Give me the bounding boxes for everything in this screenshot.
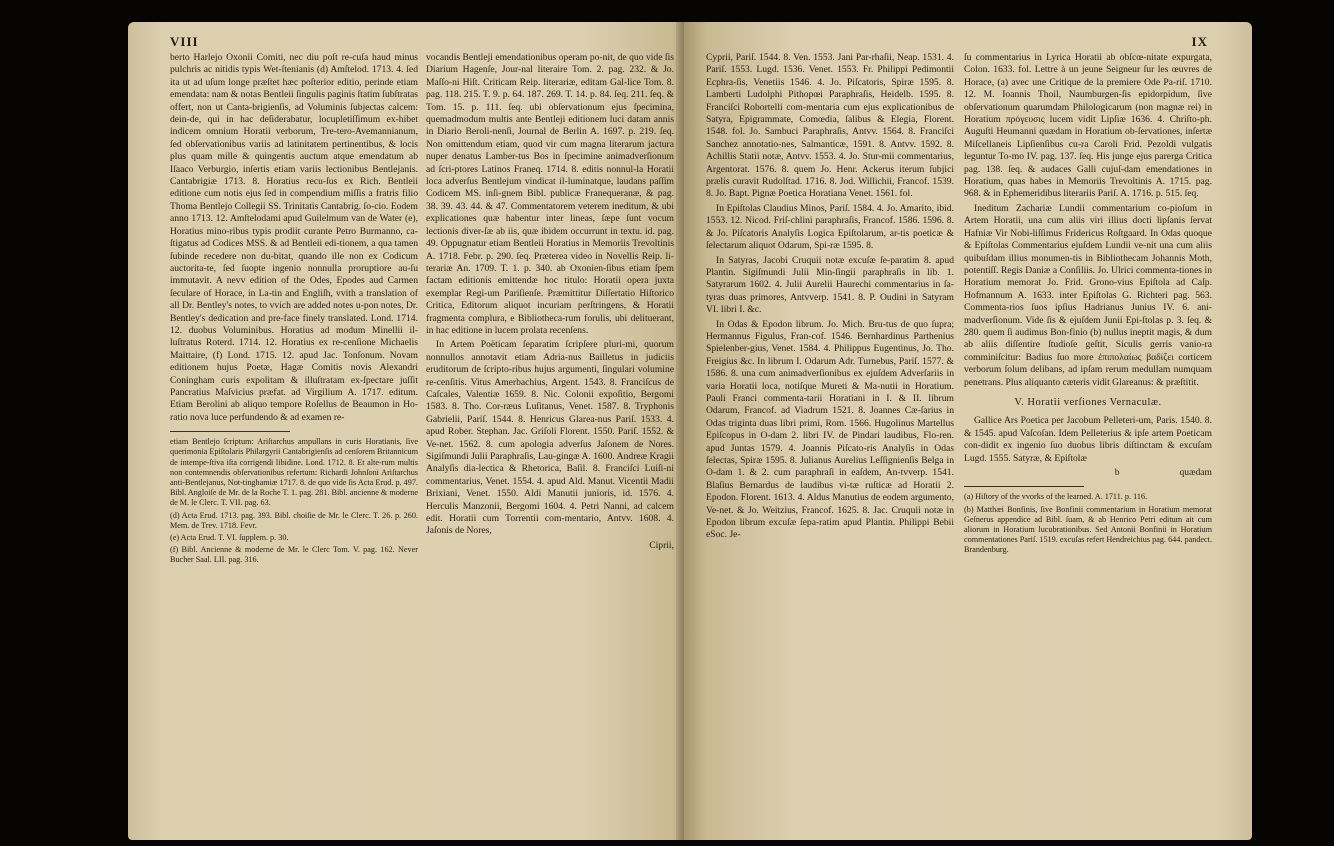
body-paragraph: In Epiſtolas Claudius Minos, Pariſ. 1584. 4. Jo. Amarito, ibid. 1553. 12. Nicod. Friſ-chlini paraphraſis, Francof. 1586. 1596. 8. & Jo. Piſcatoris Analyſis Logica Epiſtolarum, ar-tis poeticæ & ſelectarum aliquot Odarum, Spi-ræ 1595. 8. — [706, 202, 954, 252]
section-heading: V. Horatii verſiones Vernaculæ. — [1014, 396, 1162, 408]
signature-mark: b — [1114, 467, 1120, 478]
left-column-2 — [426, 52, 674, 554]
footnote: etiam Bentlejo ſcriptum: Ariſtarchus ampullans in curis Horatianis, ſive querimonia Epiſtolaris Philargyrii Cantabrigienſis ad cenſorem Britannicum de intempe-ſtiva iſta corrigendi libidine. Lond. 1712. 8. Et alte-rum multis non contemnendis obſervationibus refertum: Richardi Johnſoni Ariſtarchus anti-Bentlejanus, Not-tinghamiæ 1717. 8. de quo vide ſis Acta Erud. p. 497. Bibl. Angloiſe de Mr. de la Roche T. 1. pag. 281. Bibl. ancienne & moderne de M. le Clerc. T. VII. pag. 63. — [170, 437, 418, 508]
body-paragraph: ſu commentarius in Lyrica Horatii ab obſcœ-nitate expurgata, Colon. 1633. fol. Lettre à un jeune Seigneur ſur les œuvres de Horace, (a) avec une Critique de la premiere Ode Pa-riſ. 1710. 12. M. Ioannis Thoil, Naumburgen-ſis epidorpidum, ſive obſervationum quarumdam Philologicarum (non magnæ rei) in Horatium πρόγευσις lucem vidit Lipſiæ 1636. 4. Chriſto-ph. Auguſti Heumanni quædam in Horatium ob-ſervationes, inſertæ Miſcellaneis Lipſienſibus cu-ra Caroli Frid. Pezoldi vulgatis leguntur To-mo IV. pag. 137. ſeq. His junge ejus parerga Critica pag. 138. ſeq. & audaces Galli cujuſ-dam emendationes in Horatium, quas habes in Memoriis Trevoltinis A. 1715. pag. 968. & in Ephemeridibus literariis Pariſ. A. 1716. p. 515. ſeq. — [964, 52, 1212, 200]
footnote-rule — [964, 486, 1084, 487]
signature-line — [964, 467, 1212, 479]
left-column-1 — [170, 52, 418, 568]
body-paragraph: berto Harlejo Oxonii Comiti, nec diu poſt re-cuſa haud minus pulchris ac nitidis typis Wet-ſtenianis (d) Amſtelod. 1713. 4. ſed ita ut ad uſum longe præſtet hæc poſterior editio, perinde etiam emendata: nam & notas Bentleii ſingulis paginis ſtatim ſubſtratas offert, non ut Canta-brigienſis, ad Voluminis ſubjectas calcem: dein-de, qui in hac deſiderabatur, locupletiſſimum ex-hibet indicem omnium Horatii verborum, Tre-tero-Avemannianum, ſed obſervationibus variis ad latinitatem pertinentibus, & locis plus quam mille & quingentis auctum atque emendatum ab Iſaaco Verburgio, inſertis etiam variis lectionibus Bentlejanis. Cantabrigiæ 1713. 8. Horatius recu-ſus ex Rich. Bentleii editione cum notis ejus ſed in compendium miſſis a fratris filio Thoma Bentlejo Collegii SS. Trinitatis Cantabrig. ſo-cio. Eodem anno 1713. 12. Amſtelodami apud Guilelmum van de Water (e), Horatius mino-ribus typis prodiit curante Petro Burmanno, ca-ſtigatus ad Codices MSS. & ad Bentleii edi-tionem, a qua tamen ſubinde recedere non du-bitat, quando ille non ex Codicum auctorita-te, ſed ſuopte ingenio nonnulla proruptiore au-ſu immutavit. A nevv edition of the Odes, Epodes aud Carmen ſeculare of Horace, in La-tin and Engliſh, vvith a translation of all Dr. Bentley's notes, to vvich are added notes u-pon notes, Dr. Bentley's dedication and pre-face finely translated. Lond. 1714. 12. duobus Voluminibus. Horatius ad modum Minellii il-luſtratus Roterd. 1714. 12. Horatius ex re-cenſione Michaelis Maittaire, (f) Lond. 1715. 12. apud Jac. Tonſonum. Novam editionem hujus Poetæ, Hagæ Comitis novis Alexandri Coningham curis expolitam & illuſtratam ex-ſpectare juſſit Pancratius Maſvicius præfat. ad Virgilium A. 1717. editum. Etiam Berolini ab aliquo tempore Roſellus de Beaumon in Ho-ratio nova luce perfundendo & ad examen re- — [170, 52, 418, 423]
footnote: (d) Acta Erud. 1713. pag. 393. Bibl. choiſie de Mr. le Clerc. T. 26. p. 260. Mem. de Trev. 1718. Fevr. — [170, 510, 418, 530]
catchword: quædam — [1179, 467, 1212, 478]
footnote: (b) Matthæi Bonfinis, ſive Bonfinii commentarium in Horatium memorat Geſnerus appendice ad Bibl. ſuam, & ab Henrico Petri editum ait cum aliorum in Horatium lucubrationibus. Sed Antonii Bonfinii in Horatium commentationes Pariſ. 1519. excuſas refert Hendreichius pag. 644. pandect. Brandenburg. — [964, 504, 1212, 555]
left-page — [128, 22, 696, 840]
footnote: (a) Hiſtory of the vvorks of the learned. A. 1711. p. 116. — [964, 492, 1148, 502]
catchword: Ciprii, — [649, 539, 674, 551]
footnote: (f) Bibl. Ancienne & moderne de Mr. le Clerc Tom. V. pag. 162. Never Bucher Saal. LII. pag. 316. — [170, 545, 418, 565]
right-column-2 — [964, 52, 1212, 558]
body-paragraph: vocandis Bentleji emendationibus operam po-nit, de quo vide ſis Diarium Hagenſe, Jour-nal literaire Tom. 2. pag. 232. & Jo. Maſſo-ni Hiſt. Criticam Reip. literariæ, editam Gal-lice Tom. 8. pag. 118. 215. T. 9. p. 64. 187. 269. T. 14. p. 84. ſeq. 211. ſeq. & Tom. 15. p. 111. ſeq. ubi obſervationum ejus ſpecimina, quemadmodum multis ante Bentleji editionem luci datam annis in Diario Beroli-nenſi, Journal de Berlin A. 1697. p. 219. ſeq. Non omittendum etiam, quod vir cum magna literarum jactura nuper denatus Lamber-tus Bos in ſpecimine animadverſionum ad ſcri-ptores Latinos Franeq. 1714. 8. editis nonnul-la Horatii loca adverſus Bentlejum vindicat il-luminatque, laudans paſſim Codicem MS. inſi-gnem Bibl. publicæ Franequeranæ, & pag. 38. 39. 43. 44. & 47. Commentatorem veterem ineditum, & ubi explicationes quæ habentur inter lineas, ſæpe ſunt vocum lectionis diver-ſæ ab iis, quæ ibidem occurrunt in textu. id. pag. 49. Oppugnatur etiam Bentleii Horatius in Memoriis Trevoltinis A. 1718. Febr. p. 290. ſeq. Præterea video in Novellis Reip. li-terariæ An. 1709. T. 1. p. 340. ab Oxonien-ſibus etiam ſpem factam editionis emittendæ hoc titulo: Horatii opera juxta exemplar Regi-um Pariſienſe. Præmittitur Diſſertatio Hiſtorico Critica, Editorum aliquot incuriam perſtringens, & Horatii fragmenta complura, e Bibliotheca-rum forulis, ubi delituerant, in hac editione in lucem prolata recenſens. — [426, 52, 674, 336]
footnote: (e) Acta Erud. T. VI. ſupplem. p. 30. — [170, 533, 289, 543]
body-paragraph: In Satyras, Jacobi Cruquii notæ excuſæ ſe-paratim 8. apud Plantin. Sigiſmundi Julii Min-ſingii paraphraſis in lib. 1. Satyrarum 1602. 4. Julii Aurelii Haurechi commentarius in ſa-tyras duas primores, Antvverp. 1541. 8. P. Oudini in Satyram VI. libri I. &c. — [706, 254, 954, 316]
body-paragraph: Gallice Ars Poetica per Jacobum Pelleteri-um, Paris. 1540. 8. & 1545. apud Vaſcoſan. Idem Pelleterius & ipſe artem Poeticam con-didit ex ingenio ſuo duobus libris diſtinctam & excuſam Lugd. 1555. Satyræ, & Epiſtolæ — [964, 415, 1212, 464]
body-paragraph: In Artem Poëticam ſeparatim ſcripſere pluri-mi, quorum nonnullos annotavit etiam Adria-nus Bailletus in judiciis eruditorum de ſcripto-ribus hujus argumenti, ſingulari volumine re-cenſitis. Vitus Amerbachius, Argent. 1543. 8. Franciſcus de Caſcales, Valentiæ 1659. 8. Nic. Colonii expoſitio, Bergomi 1583. 8. Tho. Cor-ræus Luſitanus, Venet. 1587. 8. Tryphonis Gabrielii, Pariſ. 1544. 8. Henricus Glarea-nus Pariſ. 1533. 4. apud Rober. Stephan. Jac. Griſoli Florent. 1550. Pariſ. 1552. & Ve-net. 1562. 8. cum apologia adverſus Jaſonem de Nores. Sigiſmundi Julii Paraphraſis, Lau-gingæ A. 1600. Andreæ Kragii Analyſis dia-lectica & Rhetorica, Baſil. 8. Franciſci Luiſi-ni commentarius, Venet. 1554. 4. apud Ald. Manut. Vicentii Madii Brixiani, Venet. 1550. Aldi Manutii junioris, id. 1576. 4. Herculis Manzonii, Bergomi 1604. 4. Petri Nanni, ad calcem edit. Horatii cum Torrentii com-mentario, Antvv. 1608. 4. Jaſonis de Nores, — [426, 339, 674, 537]
right-page — [684, 22, 1252, 840]
body-paragraph: Ineditum Zachariæ Lundii commentarium co-pioſum in Artem Horatii, una cum aliis viri illius docti lipſanis ſervat Hafniæ Vir Nobi-liſſimus Fridericus Roſtgaard. In Odas quoque & Epiſtolas Commentarius ejuſdem Lundii ve-nit una cum aliis quibuſdam illius monumen-tis in Bibliothecam Johannis Moth, potentiſſ. Regis Daniæ a Conſiliis. Jo. Ulrici commenta-tiones in Horatium memorat Jo. Frid. Grono-vius Epiſtola ad Caſp. Hofmannum A. 1633. inter Epiſtolas G. Richteri pag. 563. Commenta-rios ſuos ipſius Hadrianus Junius IV. 6. ani-madverſionum. Vide ſis & ejuſdem Junii Epi-ſtolas p. 3. ſeq. & 280. quem ſi audimus Bon-finio (b) nullus ineptit magis, & dum ab aliis diſſentire ſtudioſe geſtit, Siculis gerris vanio-ra comminiſcitur: Badius ſuo more ἐπιπολαίως βαδίζει corticem verborum ſolum delibans, ad ipſam rerum medullam numquam penetrans. Plus aliquanto cæteris vidit Glareanus: & præſtitit. — [964, 202, 1212, 388]
page-number: IX — [1191, 34, 1208, 49]
body-paragraph: Cyprii, Pariſ. 1544. 8. Ven. 1553. Jani Par-rhaſii, Neap. 1531. 4. Pariſ. 1553. Lugd. 1536. Venet. 1553. Fr. Philippi Pedimontii Ecphra-ſis, Venetiis 1546. 4. Jo. Piſcatoris, Spiræ 1595. 8. Lamberti Ludolphi Pithopœi Paraphraſis, Heidelb. 1595. 8. Franciſci Robortelli com-mentaria cum ejus explicationibus de Satyra, Epigrammate, Comœdia, ſalibus & Elegia, Florent. 1548. fol. Jo. Sambuci Paraphraſis, Antvv. 1564. 8. Franciſci Sanchez annotatio-nes, Salmanticæ, 1591. 8. Antvv. 1592. 8. Achillis Statii notæ, Antvv. 1553. 4. Jo. Stur-mii commentarius, Argentorat. 1576. 8. quem Jo. Henr. Ackerus iterum ſubjici prælis curavit Rudolſtad. 1716. 8. Jod. Willichii, Francof. 1539. 8. Jo. Bapt. Pignæ Poetica Horatiana Venet. 1561. fol. — [706, 52, 954, 200]
page-number: VIII — [170, 34, 199, 49]
footnote-rule — [170, 431, 290, 432]
body-paragraph: In Odas & Epodon librum. Jo. Mich. Bru-tus de quo ſupra; Hermannus Figulus, Fran-cof. 1546. Bernhardinus Parthenius Spielenber-gius, Venet. 1584. 4. Philippus Eugentinus, Jo. Tho. Freigius &c. In librum I. Odarum Adr. Turnebus, Pariſ. 1577. & 1586. 8. una cum animadverſionibus ex ejuſdem Adverſariis in varia Horatii loca, notiſque Mureti & Ma-nutii in Horatium. Pauli Franci commenta-tarii Horatiani in I. & II. librum Odarum, Francof. ad Viadrum 1521. 8. Joannes Cæ-ſarius in Odas triginta duas libri primi, Rom. 1566. Hugolinus Martellus Epiſcopus in O-dam 2. libri IV. de Pindari laudibus, Flo-ren. apud Juntas 1579. 4. Joannis Piſcato-ris Analyſis in Odas ſelectas, Spiræ 1595. 8. Julianus Aurelius Leſſignienſis Belga in O-dam 1. & 2. cum paraphraſi in eaſdem, An-tvverp. 1541. Blaſius Bernardus de laudibus vi-tæ ruſticæ ad Horatii 2. Epodon. Florent. 1613. 4. Aldus Manutius de eodem argumento, Ve-net. & Jo. Weitzius, Francof. 1625. 8. Jac. Cruquii notæ in Epodon librum excuſæ ſepa-ratim apud Plantin. Philippi Bebii eSoc. Je- — [706, 318, 954, 541]
right-column-1 — [706, 52, 954, 544]
